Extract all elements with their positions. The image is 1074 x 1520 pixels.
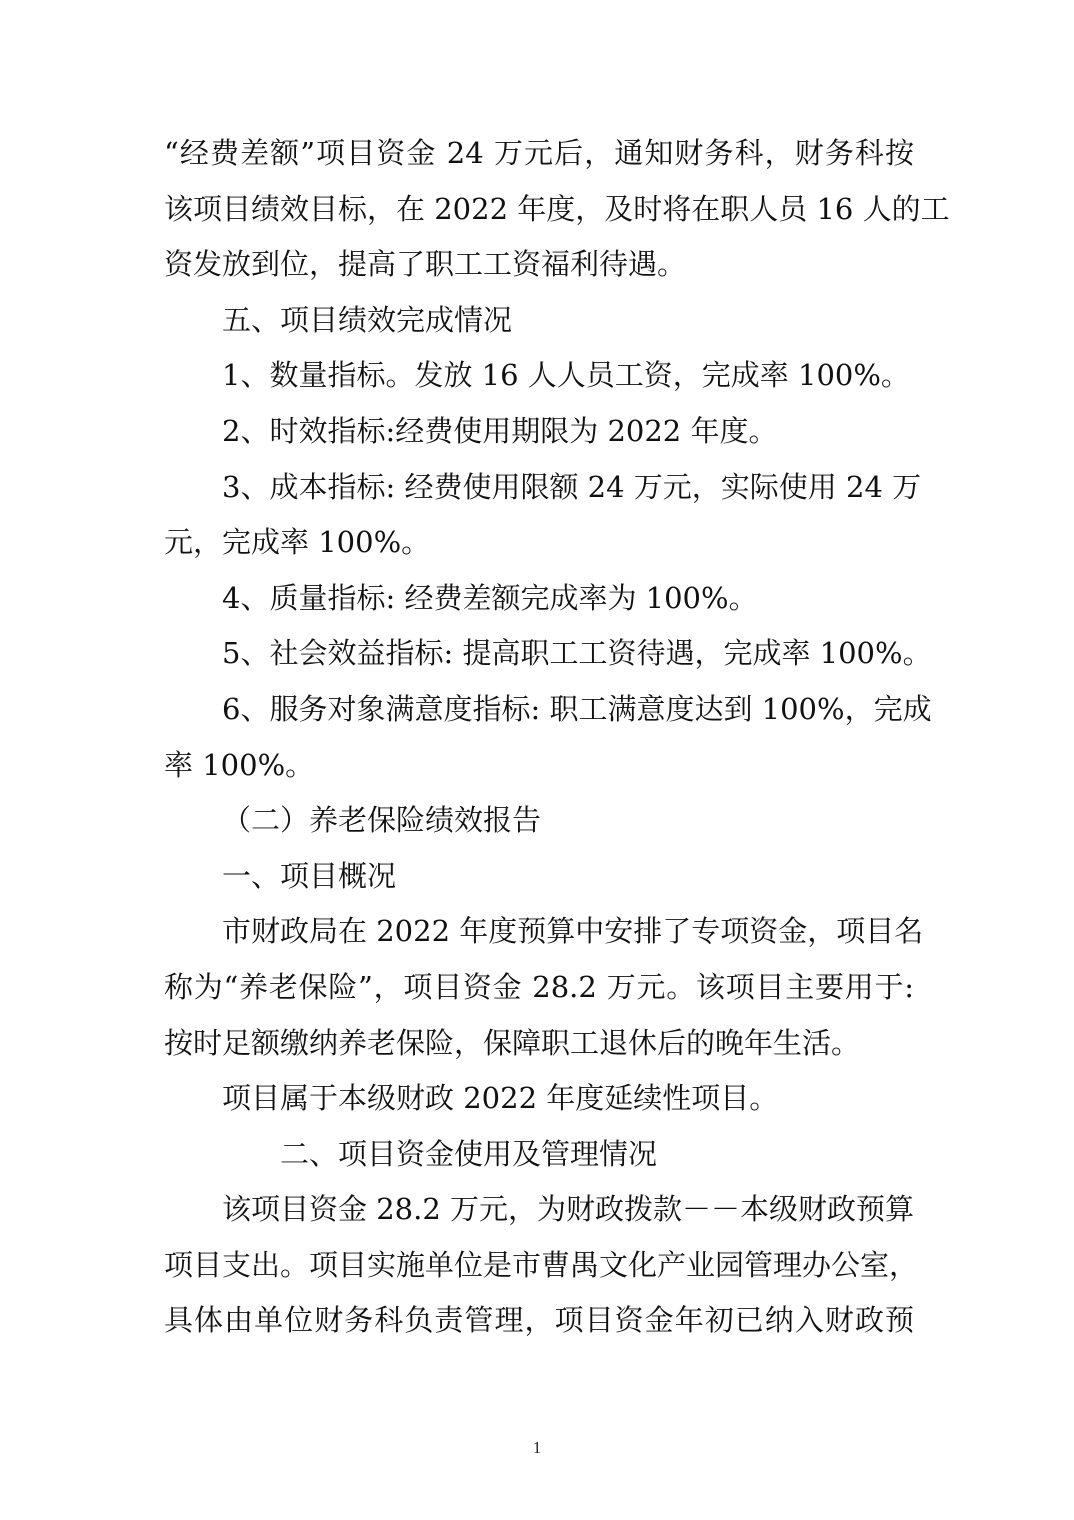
text-line: 市财政局在 2022 年度预算中安排了专项资金，项目名 — [222, 914, 924, 949]
text-line: 元，完成率 100%。 — [164, 525, 431, 560]
text-line: 二、项目资金使用及管理情况 — [280, 1136, 658, 1171]
text-line: 项目属于本级财政 2022 年度延续性项目。 — [222, 1081, 779, 1116]
text-line: 1、数量指标。发放 16 人人员工资，完成率 100%。 — [222, 358, 910, 393]
text-line: 率 100%。 — [164, 747, 315, 782]
text-line: 6、服务对象满意度指标: 职工满意度达到 100%，完成 — [222, 691, 932, 726]
text-line: 资发放到位，提高了职工工资福利待遇。 — [164, 247, 687, 282]
text-line: 该项目绩效目标，在 2022 年度，及时将在职人员 16 人的工 — [164, 191, 950, 226]
page-number: 1 — [532, 1438, 542, 1457]
document-body — [164, 126, 950, 1349]
text-line: 一、项目概况 — [222, 858, 397, 893]
text-line: 5、社会效益指标: 提高职工工资待遇，完成率 100%。 — [222, 636, 932, 671]
text-line: 该项目资金 28.2 万元，为财政拨款－－本级财政预算 — [222, 1192, 915, 1227]
text-line: 4、质量指标: 经费差额完成率为 100%。 — [222, 580, 758, 615]
text-line: 按时足额缴纳养老保险，保障职工退休后的晚年生活。 — [164, 1025, 861, 1060]
text-line: 项目支出。项目实施单位是市曹禺文化产业园管理办公室， — [164, 1247, 919, 1282]
text-line: “经费差额”项目资金 24 万元后，通知财务科，财务科按 — [164, 136, 914, 170]
text-line: （二）养老保险绩效报告 — [222, 803, 542, 838]
text-line: 3、成本指标: 经费使用限额 24 万元，实际使用 24 万 — [222, 469, 922, 504]
text-line: 2、时效指标:经费使用期限为 2022 年度。 — [222, 413, 778, 448]
text-line: 具体由单位财务科负责管理，项目资金年初已纳入财政预 — [164, 1303, 914, 1338]
text-line: 五、项目绩效完成情况 — [222, 302, 513, 337]
text-line: 称为“养老保险”，项目资金 28.2 万元。该项目主要用于: — [164, 969, 914, 1004]
